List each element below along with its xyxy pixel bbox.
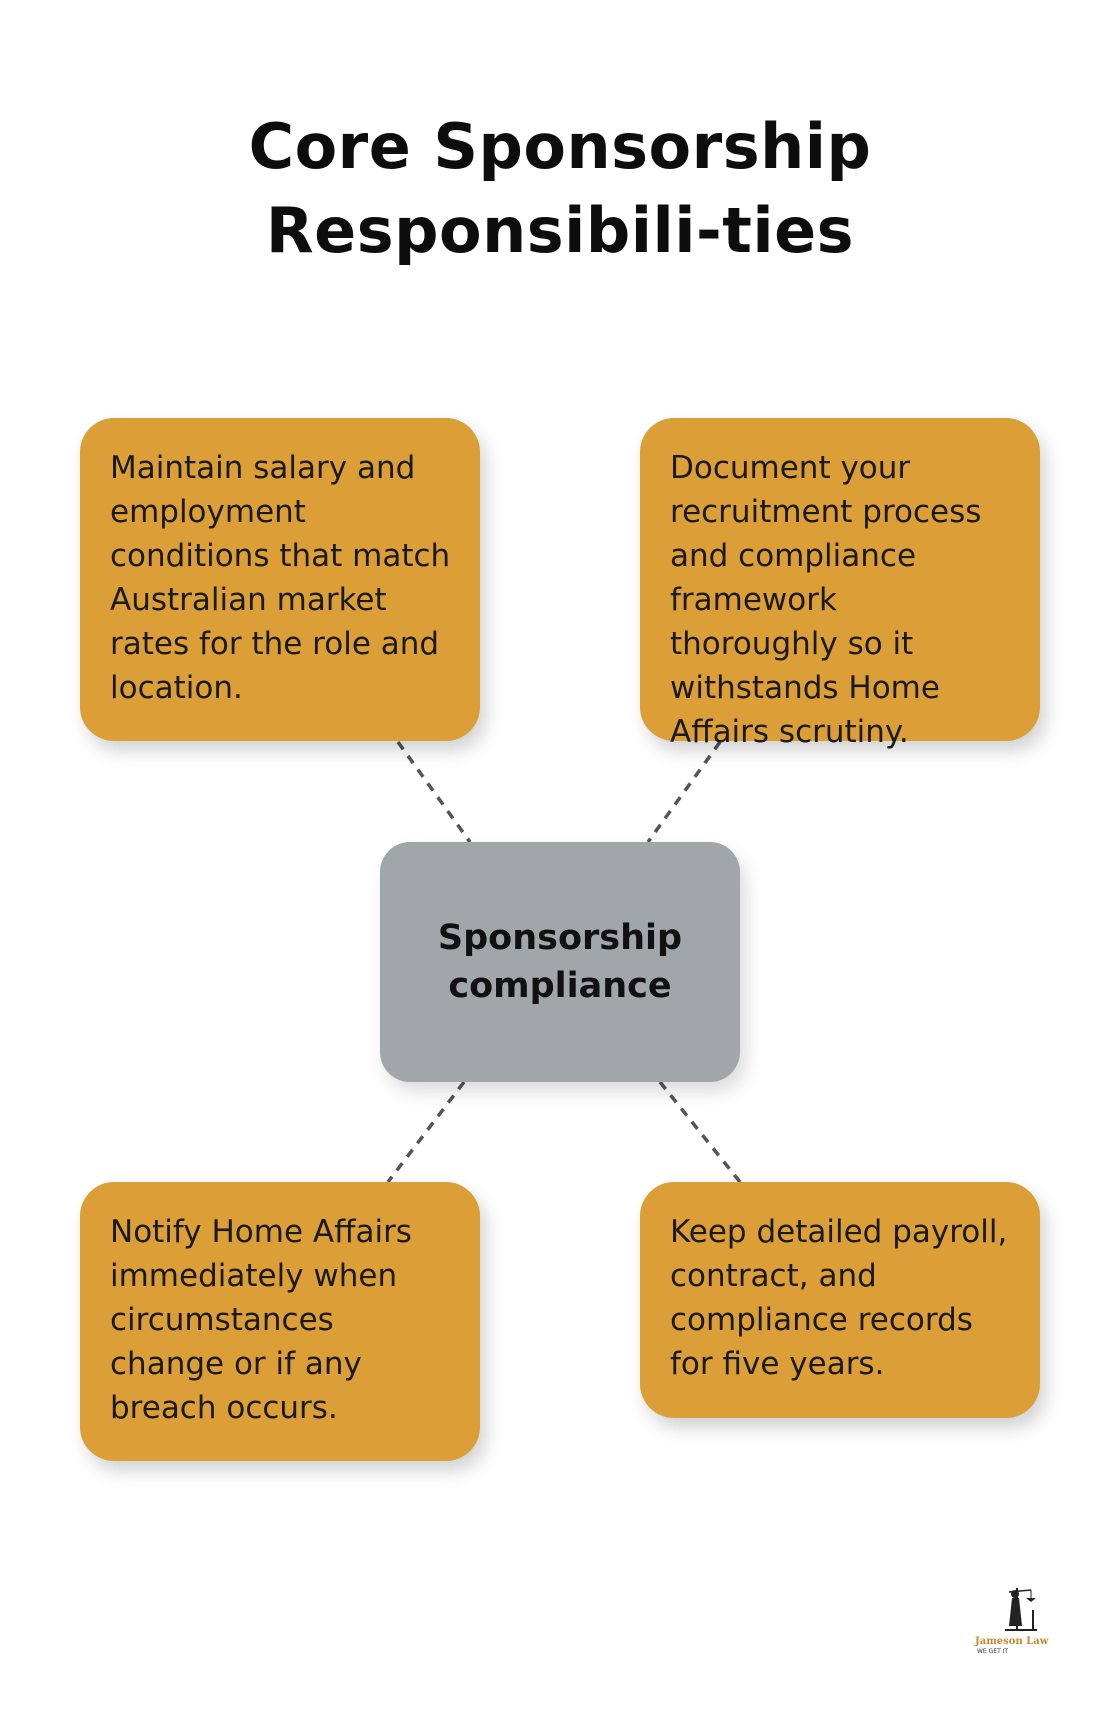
lady-justice-icon — [975, 1580, 1065, 1636]
logo-name: Jameson Law — [975, 1636, 1049, 1647]
card-text: Maintain salary and employment conditions that match Australian market rates for the role and location. — [110, 450, 451, 706]
logo-tagline: WE GET IT — [977, 1648, 1009, 1655]
connector-bottom-left — [388, 1082, 464, 1182]
center-label: Sponsorship compliance — [437, 918, 683, 1006]
center-node — [380, 842, 740, 1082]
responsibility-card-notification — [80, 1182, 480, 1461]
card-text: Document your recruitment process and compliance framework thoroughly so it withstands Home Affairs scrutiny. — [670, 450, 982, 750]
responsibility-card-records — [640, 1182, 1040, 1418]
page-title: Core Sponsorship Responsibili-ties — [248, 110, 872, 267]
connector-top-right — [648, 742, 720, 842]
connector-top-left — [398, 742, 470, 842]
responsibility-card-documentation — [640, 418, 1040, 750]
card-text: Notify Home Affairs immediately when circumstances change or if any breach occurs. — [110, 1214, 412, 1426]
card-text: Keep detailed payroll, contract, and compliance records for five years. — [670, 1214, 1008, 1382]
responsibility-card-salary — [80, 418, 480, 741]
connector-bottom-right — [660, 1082, 740, 1182]
brand-logo — [975, 1580, 1065, 1660]
